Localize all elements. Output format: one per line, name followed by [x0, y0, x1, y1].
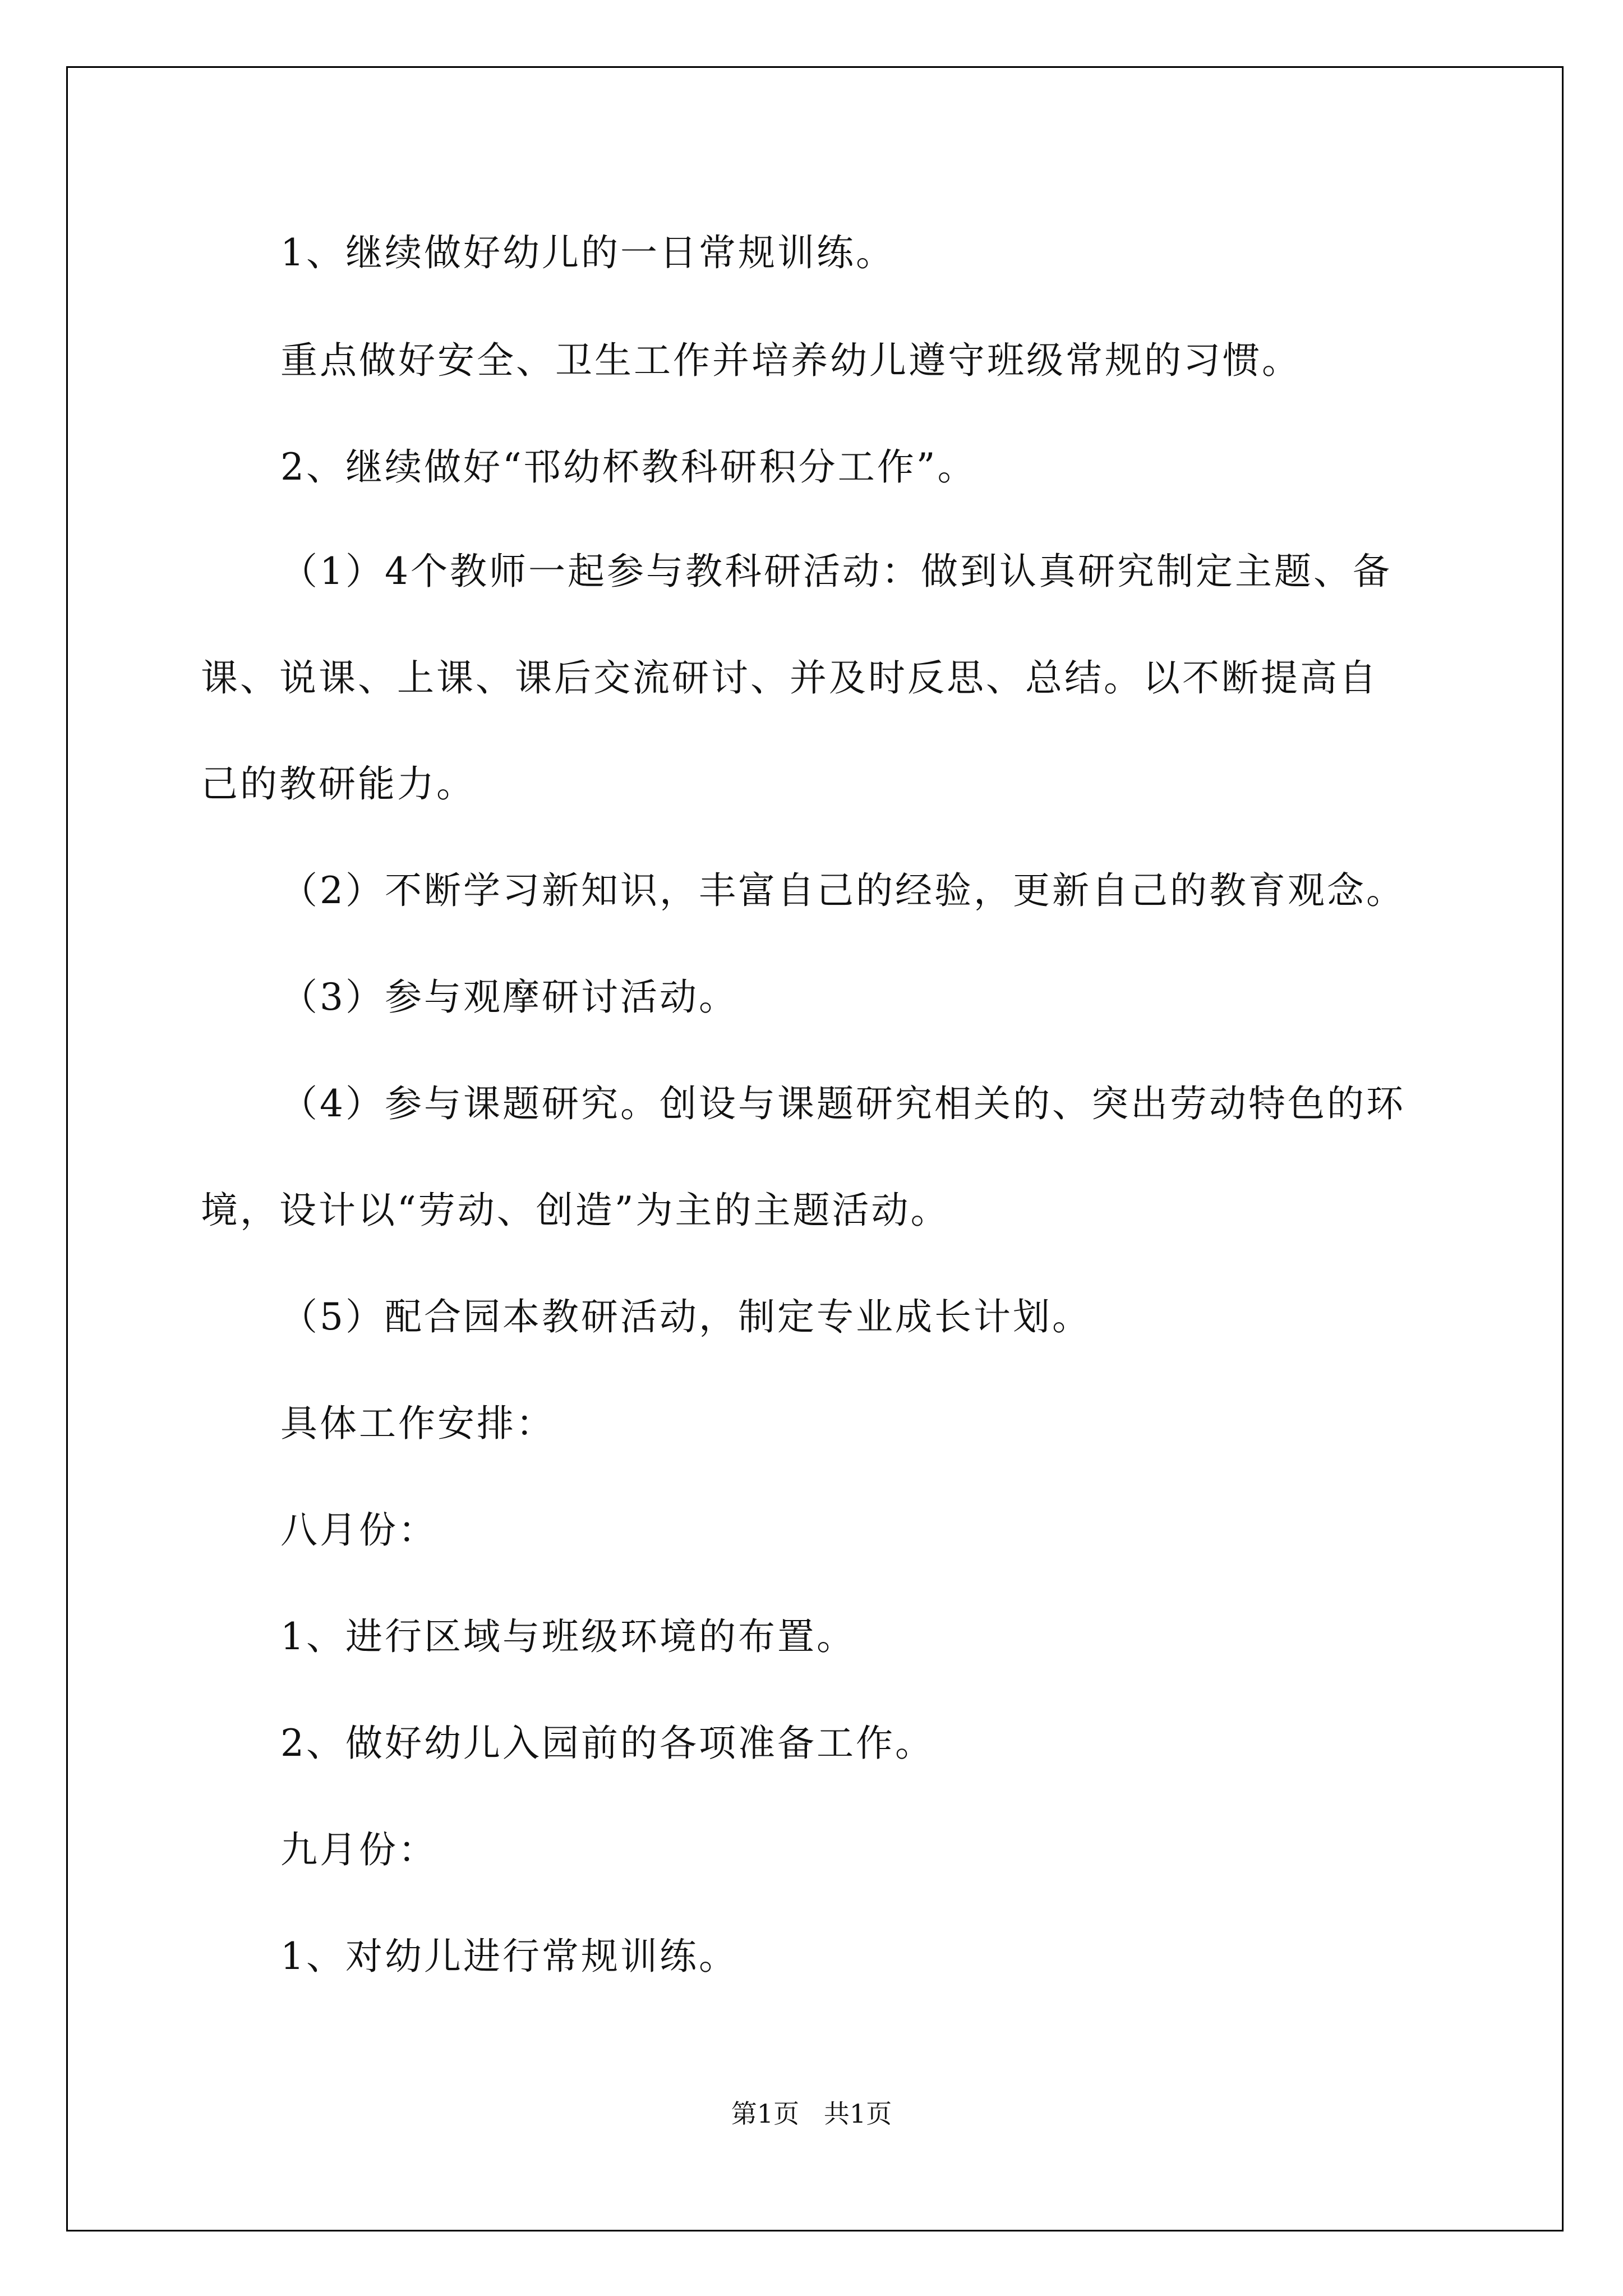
text-line: （3）参与观摩研讨活动。 [280, 976, 738, 1019]
text-line: 1、继续做好幼儿的一日常规训练。 [280, 231, 895, 274]
text-line: （5）配合园本教研活动，制定专业成长计划。 [280, 1295, 1091, 1338]
text-line: 境，设计以“劳动、创造”为主的主题活动。 [201, 1189, 950, 1232]
text-line: 2、做好幼儿入园前的各项准备工作。 [280, 1722, 934, 1765]
text-line: 八月份： [280, 1508, 437, 1552]
text-line: （4）参与课题研究。创设与课题研究相关的、突出劳动特色的环 [280, 1082, 1405, 1125]
text-line: 1、对幼儿进行常规训练。 [280, 1935, 738, 1978]
page-border [66, 66, 1564, 2231]
text-line: 重点做好安全、卫生工作并培养幼儿遵守班级常规的习惯。 [280, 339, 1301, 382]
text-line: 九月份： [280, 1828, 437, 1871]
text-line: （1）4个教师一起参与教科研活动：做到认真研究制定主题、备 [280, 550, 1392, 593]
text-line: 1、进行区域与班级环境的布置。 [280, 1615, 856, 1658]
text-line: 2、继续做好“邗幼杯教科研积分工作”。 [280, 445, 977, 489]
text-line: 具体工作安排： [280, 1402, 555, 1445]
text-line: （2）不断学习新知识，丰富自己的经验，更新自己的教育观念。 [280, 869, 1405, 912]
text-line: 课、说课、上课、课后交流研讨、并及时反思、总结。以不断提高自 [201, 656, 1378, 700]
text-line: 己的教研能力。 [201, 762, 476, 806]
page-number-footer: 第1页 共1页 [731, 2099, 892, 2129]
